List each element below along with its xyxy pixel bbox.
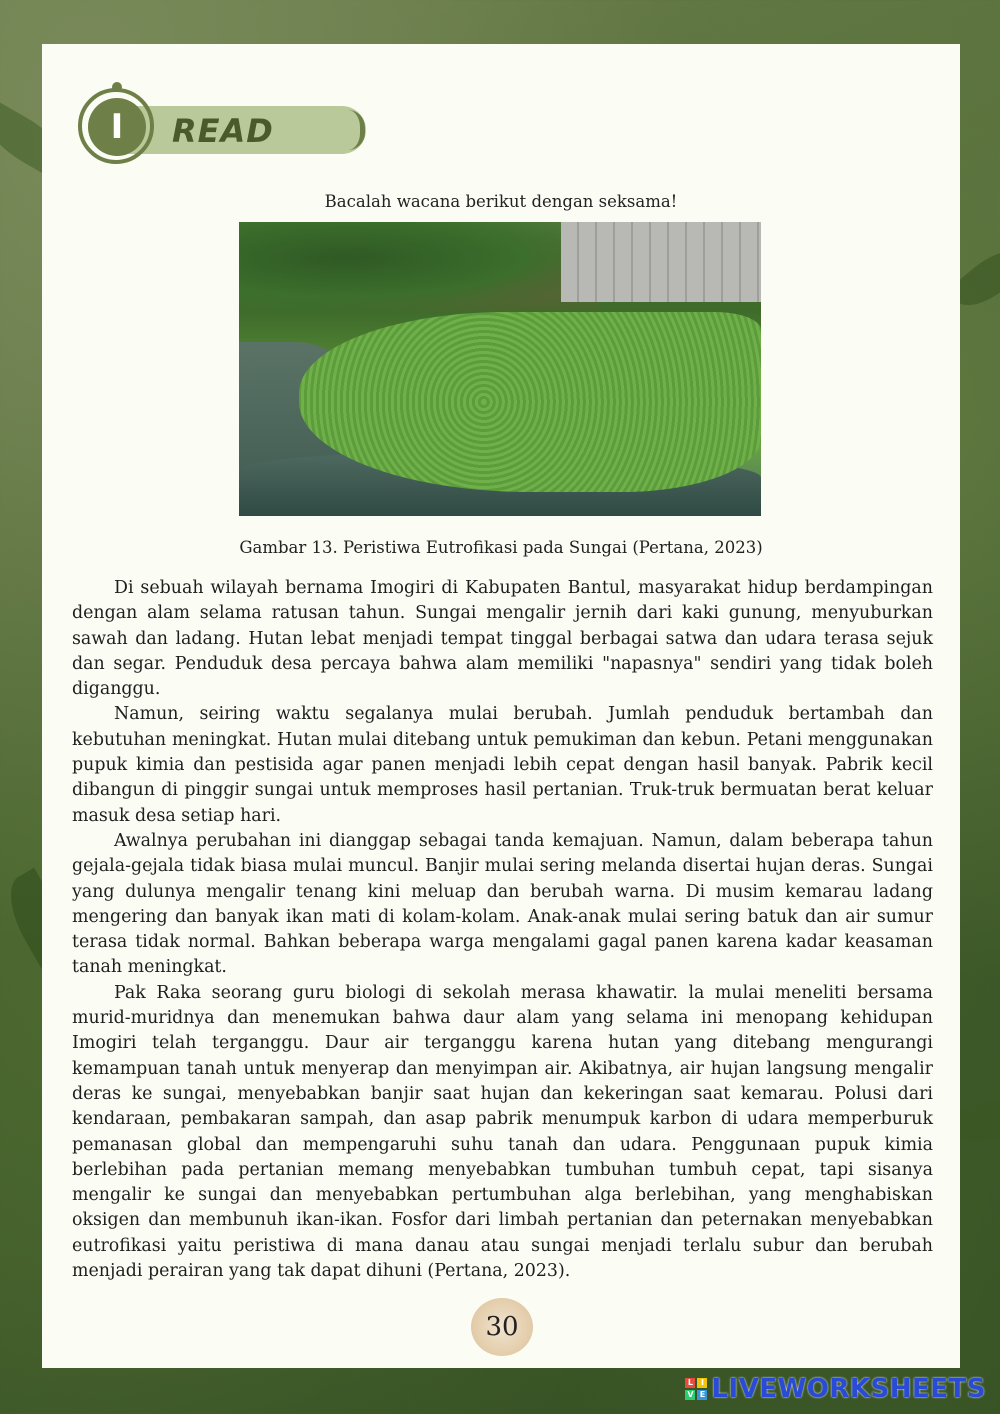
- liveworksheets-brand[interactable]: [685, 1374, 986, 1404]
- reading-passage: [72, 576, 933, 1284]
- instruction-text: Bacalah wacana berikut dengan seksama!: [324, 192, 678, 211]
- header-bar-edge: [348, 110, 365, 150]
- page-number: 30: [471, 1298, 533, 1356]
- passage-paragraph: Pak Raka seorang guru biologi di sekolah merasa khawatir. la mulai meneliti bersama murid-muridnya dan menemukan bahwa daur alam yang selama ini menopang kehidupan Imogiri telah terganggu. Daur air terganggu karena hutan yang ditebang mengurangi kemampuan tanah untuk menyerap dan menyimpan air. Akibatnya, air hujan langsung mengalir deras ke sungai, menyebabkan banjir saat hujan dan kekeringan saat kemarau. Polusi dari kendaraan, pembakaran sampah, dan asap pabrik menumpuk karbon di udara memperburuk pemanasan global dan mempengaruhi suhu tanah dan udara. Penggunaan pupuk kimia berlebihan pada pertanian memang menyebabkan tumbuhan tumbuh cepat, tapi sisanya mengalir ke sungai dan menyebabkan pertumbuhan alga berlebihan, yang menghabiskan oksigen dan membunuh ikan-ikan. Fosfor dari limbah pertanian dan peternakan menyebabkan eutrofikasi yaitu peristiwa di mana danau atau sungai menjadi terlalu subur dan berubah menjadi perairan yang tak dapat dihuni (Pertana, 2023).: [72, 982, 933, 1282]
- passage-paragraph: Di sebuah wilayah bernama Imogiri di Kabupaten Bantul, masyarakat hidup berdampingan dengan alam selama ratusan tahun. Sungai mengalir jernih dari kaki gunung, menyuburkan sawah dan ladang. Hutan lebat menjadi tempat tinggal berbagai satwa dan udara terasa sejuk dan segar. Penduduk desa percaya bahwa alam memiliki "napasnya" sendiri yang tidak boleh diganggu.: [72, 578, 933, 700]
- photo-fence: [561, 222, 761, 302]
- photo-plant-mat: [299, 312, 761, 492]
- header-ring-dot: [112, 82, 122, 92]
- section-header: [76, 88, 376, 168]
- eutrophication-photo: [239, 222, 761, 516]
- liveworksheets-logo-icon: L I V E: [685, 1378, 707, 1400]
- photo-trees: [239, 222, 599, 312]
- section-title: READ: [172, 112, 274, 150]
- section-number: I: [88, 98, 146, 156]
- worksheet-page: [42, 44, 960, 1368]
- passage-paragraph: Namun, seiring waktu segalanya mulai berubah. Jumlah penduduk bertambah dan kebutuhan meningkat. Hutan mulai ditebang untuk pemukiman dan kebun. Petani menggunakan pupuk kimia dan pestisida agar panen menjadi lebih cepat dengan hasil banyak. Pabrik kecil dibangun di pinggir sungai untuk memproses hasil pertanian. Truk-truk bermuatan berat keluar masuk desa setiap hari.: [72, 704, 933, 826]
- figure-caption: Gambar 13. Peristiwa Eutrofikasi pada Sungai (Pertana, 2023): [239, 538, 763, 557]
- brand-name: LIVEWORKSHEETS: [711, 1374, 986, 1404]
- passage-paragraph: Awalnya perubahan ini dianggap sebagai tanda kemajuan. Namun, dalam beberapa tahun gejala-gejala tidak biasa mulai muncul. Banjir mulai sering melanda disertai hujan deras. Sungai yang dulunya mengalir tenang kini meluap dan berubah warna. Di musim kemarau ladang mengering dan banyak ikan mati di kolam-kolam. Anak-anak mulai sering batuk dan air sumur terasa tidak normal. Bahkan beberapa warga mengalami gagal panen karena kadar keasaman tanah meningkat.: [72, 830, 933, 978]
